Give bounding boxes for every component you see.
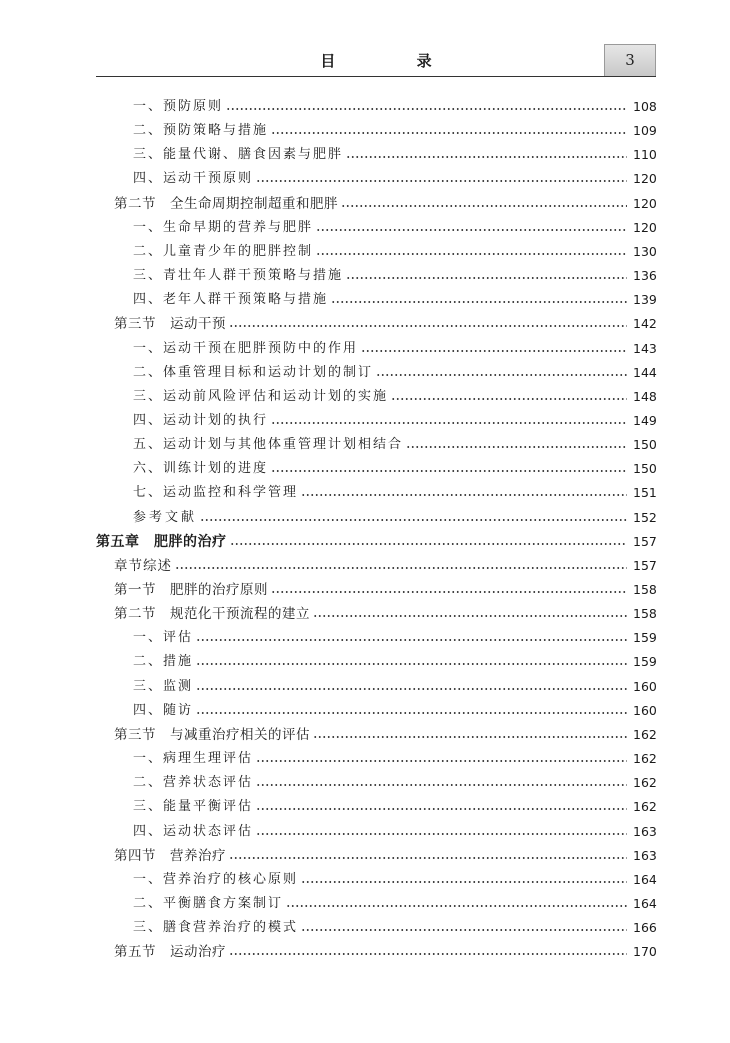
toc-entry-page-number: 144 — [633, 364, 657, 380]
toc-entry-page-number: 136 — [633, 268, 657, 284]
toc-entry-item[interactable] — [133, 697, 655, 719]
toc-entry-page-number: 158 — [633, 582, 657, 597]
toc-entry-item[interactable] — [133, 359, 655, 381]
dot-leader — [376, 373, 627, 377]
toc-entry-title: 一、生命早期的营养与肥胖 — [133, 219, 314, 235]
toc-entry-page-number: 120 — [633, 219, 657, 235]
toc-entry-title: 四、运动计划的执行 — [133, 412, 269, 428]
dot-leader — [226, 107, 627, 111]
toc-entry-title: 一、营养治疗的核心原则 — [133, 871, 299, 887]
toc-entry-item[interactable] — [133, 214, 655, 236]
toc-entry-title: 第五节 运动治疗 — [114, 944, 226, 961]
toc-entry-item[interactable] — [133, 93, 655, 115]
toc-entry-page-number: 160 — [633, 678, 657, 694]
toc-entry-page-number: 162 — [633, 726, 657, 742]
dot-leader — [406, 445, 627, 449]
toc-entry-page-number: 159 — [633, 630, 657, 646]
toc-entry-page-number: 152 — [633, 509, 657, 525]
toc-entry-title: 三、运动前风险评估和运动计划的实施 — [133, 388, 389, 404]
toc-entry-title: 一、评估 — [133, 630, 194, 646]
toc-entry-page-number: 164 — [633, 871, 657, 887]
toc-entry-item[interactable] — [133, 117, 655, 139]
toc-entry-title: 三、监测 — [133, 678, 194, 694]
dot-leader — [256, 832, 627, 836]
dot-leader — [271, 469, 627, 473]
dot-leader — [391, 397, 627, 401]
dot-leader — [271, 131, 627, 135]
toc-entry-item[interactable] — [133, 431, 655, 453]
toc-entry-item[interactable] — [133, 866, 655, 888]
toc-entry-page-number: 109 — [633, 123, 657, 139]
toc-entry-summary[interactable] — [114, 552, 655, 574]
toc-entry-page-number: 164 — [633, 895, 657, 911]
toc-entry-chapter[interactable] — [96, 528, 655, 550]
dot-leader — [316, 228, 627, 232]
toc-entry-page-number: 108 — [633, 99, 657, 114]
dot-leader — [313, 614, 627, 618]
dot-leader — [175, 566, 627, 570]
toc-entry-page-number: 151 — [633, 485, 657, 501]
toc-entry-title: 二、措施 — [133, 654, 194, 670]
dot-leader — [256, 807, 627, 811]
dot-leader — [316, 252, 627, 256]
toc-entry-item[interactable] — [133, 624, 655, 646]
dot-leader — [301, 493, 627, 497]
dot-leader — [230, 542, 628, 546]
toc-entry-page-number: 142 — [633, 316, 657, 332]
toc-entry-section[interactable] — [114, 842, 655, 864]
toc-entry-title: 四、运动状态评估 — [133, 823, 254, 839]
dot-leader — [196, 687, 627, 691]
toc-entry-title: 二、预防策略与措施 — [133, 123, 269, 139]
toc-entry-title: 二、营养状态评估 — [133, 775, 254, 791]
toc-entry-page-number: 159 — [633, 654, 657, 670]
page-number-tab: 3 — [604, 44, 656, 76]
toc-entry-page-number: 150 — [633, 437, 657, 453]
toc-entry-title: 三、能量平衡评估 — [133, 799, 254, 815]
toc-entry-page-number: 130 — [633, 243, 657, 259]
toc-entry-section[interactable] — [114, 938, 655, 960]
toc-entry-title: 第一节 肥胖的治疗原则 — [114, 582, 268, 598]
dot-leader — [256, 179, 627, 183]
toc-entry-page-number: 110 — [633, 147, 657, 163]
toc-entry-item[interactable] — [133, 455, 655, 477]
toc-entry-title: 二、体重管理目标和运动计划的制订 — [133, 364, 374, 380]
toc-entry-title: 第三节 与减重治疗相关的评估 — [114, 726, 310, 743]
toc-entry-title: 三、能量代谢、膳食因素与肥胖 — [133, 147, 344, 163]
toc-entry-page-number: 162 — [633, 799, 657, 815]
dot-leader — [271, 421, 627, 425]
dot-leader — [271, 590, 627, 594]
toc-entry-page-number: 120 — [633, 171, 657, 187]
toc-entry-item[interactable] — [133, 383, 655, 405]
toc-entry-title: 六、训练计划的进度 — [133, 461, 269, 477]
dot-leader — [196, 662, 627, 666]
toc-entry-title: 二、儿童青少年的肥胖控制 — [133, 243, 314, 259]
toc-entry-title: 四、运动干预原则 — [133, 171, 254, 187]
toc-entry-page-number: 143 — [633, 340, 657, 356]
running-header — [96, 44, 656, 76]
dot-leader — [196, 711, 627, 715]
toc-entry-title: 第四节 营养治疗 — [114, 847, 226, 864]
toc-entry-title: 第二节 全生命周期控制超重和肥胖 — [114, 195, 338, 212]
dot-leader — [286, 904, 627, 908]
toc-entry-title: 一、运动干预在肥胖预防中的作用 — [133, 340, 359, 356]
toc-entry-item[interactable] — [133, 745, 655, 767]
toc-entry-page-number: 160 — [633, 702, 657, 718]
toc-entry-page-number: 157 — [633, 533, 657, 549]
toc-entry-title: 四、老年人群干预策略与措施 — [133, 292, 329, 308]
toc-entry-item[interactable] — [133, 890, 655, 912]
dot-leader — [229, 324, 627, 328]
toc-entry-title: 第五章 肥胖的治疗 — [96, 533, 227, 550]
toc-entry-title: 三、膳食营养治疗的模式 — [133, 920, 299, 936]
toc-entry-title: 参考文献 — [133, 509, 198, 525]
toc-entry-title: 二、平衡膳食方案制订 — [133, 895, 284, 911]
toc-entry-item[interactable] — [133, 141, 655, 163]
toc-entry-section[interactable] — [114, 310, 655, 332]
dot-leader — [256, 783, 627, 787]
toc-entry-section[interactable] — [114, 600, 655, 622]
dot-leader — [331, 300, 627, 304]
toc-entry-item[interactable] — [133, 793, 655, 815]
toc-entry-item[interactable] — [133, 818, 655, 840]
toc-entry-page-number: 158 — [633, 606, 657, 622]
toc-entry-page-number: 163 — [633, 823, 657, 839]
toc-entry-page-number: 139 — [633, 292, 657, 308]
dot-leader — [301, 928, 627, 932]
toc-entry-page-number: 157 — [633, 557, 657, 573]
dot-leader — [341, 204, 627, 208]
toc-entry-item[interactable] — [133, 769, 655, 791]
dot-leader — [229, 952, 627, 956]
dot-leader — [196, 638, 627, 642]
toc-entry-section[interactable] — [114, 576, 655, 598]
toc-entry-section[interactable] — [114, 721, 655, 743]
toc-entry-title: 一、预防原则 — [133, 99, 224, 114]
dot-leader — [346, 155, 627, 159]
toc-entry-title: 章节综述 — [114, 557, 172, 574]
dot-leader — [229, 856, 627, 860]
dot-leader — [200, 518, 627, 522]
toc-entry-page-number: 162 — [633, 775, 657, 791]
toc-entry-item[interactable] — [133, 262, 655, 284]
dot-leader — [313, 735, 627, 739]
running-header-title: 目 录 — [320, 52, 470, 70]
toc-entry-page-number: 170 — [633, 944, 657, 960]
toc-entry-item[interactable] — [133, 238, 655, 260]
toc-entry-page-number: 120 — [633, 195, 657, 211]
dot-leader — [256, 759, 627, 763]
toc-entry-page-number: 162 — [633, 751, 657, 767]
toc-entry-title: 三、青壮年人群干预策略与措施 — [133, 268, 344, 284]
toc-entry-title: 四、随访 — [133, 702, 194, 718]
toc-entry-page-number: 166 — [633, 920, 657, 936]
toc-entry-page-number: 163 — [633, 847, 657, 863]
toc-entry-page-number: 148 — [633, 388, 657, 404]
dot-leader — [346, 276, 627, 280]
toc-entry-item[interactable] — [133, 165, 655, 187]
toc-entry-title: 五、运动计划与其他体重管理计划相结合 — [133, 437, 404, 453]
dot-leader — [361, 349, 627, 353]
toc-entry-title: 七、运动监控和科学管理 — [133, 485, 299, 501]
toc-entry-title: 第三节 运动干预 — [114, 316, 226, 333]
dot-leader — [301, 880, 627, 884]
toc-entry-section[interactable] — [114, 190, 655, 212]
toc-entry-item[interactable] — [133, 335, 655, 357]
toc-entry-page-number: 149 — [633, 412, 657, 428]
toc-entry-title: 一、病理生理评估 — [133, 751, 254, 767]
toc-entry-title: 第二节 规范化干预流程的建立 — [114, 606, 310, 623]
toc-entry-item[interactable] — [133, 914, 655, 936]
header-divider — [96, 76, 656, 77]
toc-entry-item[interactable] — [133, 479, 655, 501]
toc-entry-ref[interactable] — [133, 504, 655, 526]
toc-entry-item[interactable] — [133, 673, 655, 695]
toc-entry-page-number: 150 — [633, 461, 657, 477]
toc-entry-item[interactable] — [133, 286, 655, 308]
toc-entry-item[interactable] — [133, 648, 655, 670]
toc-entry-item[interactable] — [133, 407, 655, 429]
